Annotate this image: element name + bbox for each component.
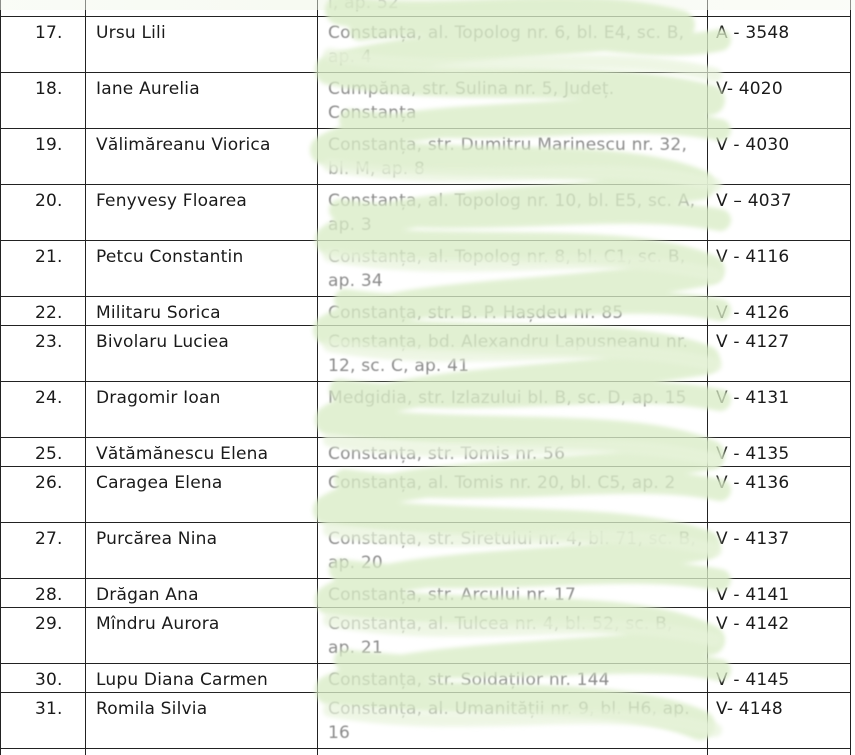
address-redacted-cell [318,382,708,438]
table-row [1,241,851,297]
person-name: Mîndru Aurora [96,614,220,634]
table-row [1,608,851,664]
row-number: 21. [35,247,63,267]
row-number: 23. [35,332,63,352]
person-name: Purcărea Nina [96,529,218,549]
address-redacted: Constanța, al. Tulcea nr. 4, bl. 52, sc. B, ap. 21 [328,614,673,658]
person-name: Drăgan Ana [96,585,199,605]
row-number: 25. [35,444,63,464]
person-name: Fenyvesy Floarea [96,191,247,211]
address-redacted-cell [318,326,708,382]
file-code: V- 4020 [716,79,783,99]
table-row [1,129,851,185]
address-redacted: Cumpăna, str. Sulina nr. 5, Județ. Constanța [328,79,615,123]
address-redacted: Constanța, str. Soldaților nr. 144 [328,670,610,690]
file-code-cell [708,693,851,749]
address-redacted-cell [318,73,708,129]
person-name: Caragea Elena [96,473,223,493]
row-number: 18. [35,79,63,99]
file-code: V – 4037 [716,191,792,211]
file-code: V - 4127 [716,332,790,352]
person-name: Romila Silvia [96,699,208,719]
row-number: 17. [35,23,63,43]
address-redacted-cell [318,129,708,185]
file-code-cell [708,608,851,664]
person-name-cell [86,297,318,326]
table-row [1,749,851,755]
row-number-cell [1,608,86,664]
person-name: Lupu Diana Carmen [96,670,268,690]
table-row [1,73,851,129]
file-code-cell [708,438,851,467]
row-number-cell [1,664,86,693]
file-code: V - 4136 [716,473,790,493]
row-number-cell [1,523,86,579]
row-number: 26. [35,473,63,493]
person-name: Militaru Sorica [96,303,221,323]
row-number-cell [1,749,86,755]
person-name-cell [86,664,318,693]
row-number: 19. [35,135,63,155]
address-redacted: Constanța, str. Arcului nr. 17 [328,585,577,605]
row-number-cell [1,467,86,523]
file-code: V - 4030 [716,135,790,155]
address-redacted-cell [318,608,708,664]
file-code-cell [708,241,851,297]
table-row [1,579,851,608]
person-name-cell [86,608,318,664]
address-redacted-cell [318,17,708,73]
address-redacted: Medgidia, str. Izlazului bl. B, sc. D, ap. 15 [328,388,687,408]
person-name-cell [86,326,318,382]
person-name-cell [86,185,318,241]
person-name: Ursu Lili [96,23,166,43]
top-scan-strip [0,0,855,10]
address-redacted-cell [318,664,708,693]
address-redacted-cell [318,241,708,297]
address-redacted-cell [318,693,708,749]
file-code-cell [708,129,851,185]
address-redacted-cell [318,749,708,755]
file-code: V - 4141 [716,585,790,605]
file-code: V - 4142 [716,614,790,634]
row-number-cell [1,326,86,382]
row-number: 30. [35,670,63,690]
file-code: V - 4126 [716,303,790,323]
row-number-cell [1,73,86,129]
row-number-cell [1,693,86,749]
file-code-cell [708,73,851,129]
registry-table-body [1,0,851,755]
file-code-cell [708,297,851,326]
person-name: Vătămănescu Elena [96,444,269,464]
address-redacted: Constanța, bd. Alexandru Lapusneanu nr. 12, sc. C, ap. 41 [328,332,689,376]
file-code: V - 4137 [716,529,790,549]
person-name-cell [86,73,318,129]
table-row [1,467,851,523]
address-redacted-cell [318,185,708,241]
table-row [1,297,851,326]
person-name-cell [86,749,318,755]
person-name-cell [86,129,318,185]
row-number: 29. [35,614,63,634]
row-number: 31. [35,699,63,719]
person-name-cell [86,17,318,73]
file-code: V - 4135 [716,444,790,464]
address-redacted-cell [318,467,708,523]
file-code: V - 4131 [716,388,790,408]
file-code-cell [708,185,851,241]
row-number: 27. [35,529,63,549]
file-code-cell [708,664,851,693]
address-redacted: Constanța, al. Tomis nr. 20, bl. C5, ap. 2 [328,473,676,493]
row-number-cell [1,382,86,438]
row-number: 24. [35,388,63,408]
table-row [1,523,851,579]
person-name-cell [86,241,318,297]
person-name-cell [86,438,318,467]
person-name: Vălimăreanu Viorica [96,135,271,155]
file-code-cell [708,17,851,73]
person-name: Iane Aurelia [96,79,200,99]
person-name-cell [86,467,318,523]
file-code: V- 4148 [716,699,783,719]
row-number: 22. [35,303,63,323]
person-name: Bivolaru Luciea [96,332,230,352]
person-name-cell [86,382,318,438]
table-row [1,664,851,693]
address-redacted: Constanța, str. Siretului nr. 4, bl. 71, sc. B, ap. 20 [328,529,696,573]
address-redacted-cell [318,438,708,467]
file-code-cell [708,579,851,608]
address-redacted: Constanța, al. Umanității nr. 9, bl. H6, ap. 16 [328,699,690,743]
file-code-cell [708,382,851,438]
table-row [1,382,851,438]
person-name-cell [86,693,318,749]
address-redacted: Constanța, str. Tomis nr. 56 [328,444,566,464]
person-name-cell [86,523,318,579]
address-redacted-cell [318,523,708,579]
address-redacted: Constanța, str. Dumitru Marinescu nr. 32, bl. M, ap. 8 [328,135,688,179]
file-code-cell [708,467,851,523]
person-name: Petcu Constantin [96,247,244,267]
address-redacted: Constanța, al. Topolog nr. 6, bl. E4, sc. B, ap. 4 [328,23,685,67]
row-number-cell [1,185,86,241]
file-code-cell [708,326,851,382]
address-redacted-cell [318,579,708,608]
file-code-cell [708,749,851,755]
table-row [1,185,851,241]
row-number: 20. [35,191,63,211]
file-code: V - 4116 [716,247,790,267]
row-number-cell [1,579,86,608]
person-name-cell [86,579,318,608]
row-number-cell [1,241,86,297]
address-redacted: Constanța, str. B. P. Hașdeu nr. 85 [328,303,624,323]
row-number-cell [1,438,86,467]
file-code: A - 3548 [716,23,790,43]
file-code: V - 4145 [716,670,790,690]
row-number-cell [1,17,86,73]
row-number-cell [1,129,86,185]
table-row [1,326,851,382]
row-number-cell [1,297,86,326]
table-row [1,438,851,467]
table-row [1,17,851,73]
row-number: 28. [35,585,63,605]
file-code-cell [708,523,851,579]
address-redacted-cell [318,297,708,326]
address-redacted: Constanța, al. Topolog nr. 10, bl. E5, sc. A, ap. 3 [328,191,696,235]
address-redacted: Constanța, al. Topolog nr. 8, bl. C1, sc. B, ap. 34 [328,247,686,291]
person-name: Dragomir Ioan [96,388,221,408]
table-row [1,693,851,749]
